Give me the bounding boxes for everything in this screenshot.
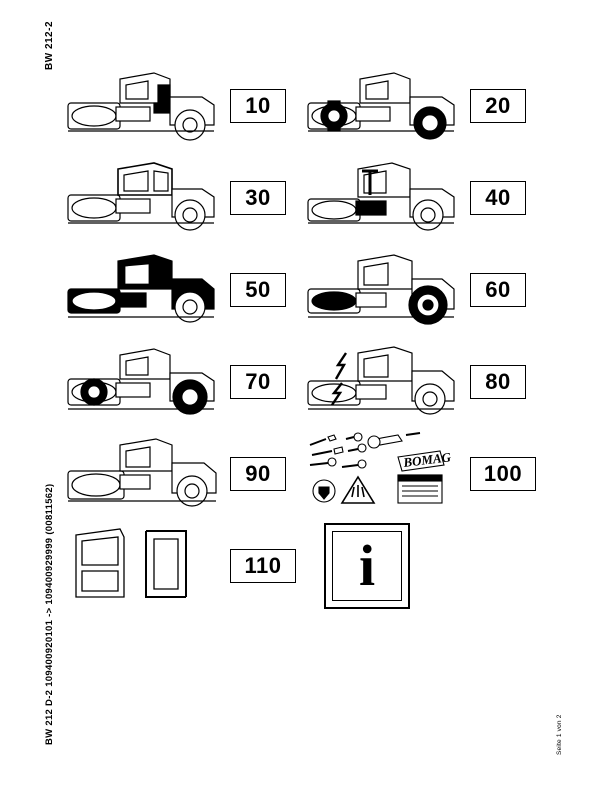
roller-machine-drum-drive-icon xyxy=(302,63,470,149)
roller-machine-engine-hood-black-icon xyxy=(62,247,230,333)
chapter-cell-110[interactable] xyxy=(62,520,302,612)
chapter-grid xyxy=(62,60,542,612)
chapter-cell-70[interactable] xyxy=(62,336,302,428)
tools-decals-bomag-labels-icon xyxy=(302,431,470,517)
chapter-row xyxy=(62,428,542,520)
roller-machine-cab-icon xyxy=(62,155,230,241)
chapter-number-50[interactable]: 50 xyxy=(230,273,286,307)
document-id-text: BW 212 D-2 109400920101 -> 109400929999 (00811562) xyxy=(44,483,55,745)
chapter-cell-90[interactable] xyxy=(62,428,302,520)
chapter-row xyxy=(62,520,542,612)
information-symbol-inner xyxy=(332,531,402,601)
chapter-cell-30[interactable] xyxy=(62,152,302,244)
chapter-number-90[interactable]: 90 xyxy=(230,457,286,491)
roller-machine-steering-column-icon xyxy=(302,155,470,241)
chapter-cell-10[interactable] xyxy=(62,60,302,152)
chapter-row xyxy=(62,336,542,428)
chapter-number-110[interactable]: 110 xyxy=(230,549,296,583)
chapter-cell-80[interactable] xyxy=(302,336,542,428)
roller-machine-drum-and-wheel-hub-icon xyxy=(62,339,230,425)
chapter-number-100[interactable]: 100 xyxy=(470,457,536,491)
information-symbol-box[interactable] xyxy=(324,523,410,609)
chapter-cell-50[interactable] xyxy=(62,244,302,336)
chapter-cell-100[interactable] xyxy=(302,428,542,520)
chapter-number-80[interactable]: 80 xyxy=(470,365,526,399)
chapter-cell-60[interactable] xyxy=(302,244,542,336)
info-cell[interactable] xyxy=(302,520,542,612)
cab-doors-and-frame-icon xyxy=(62,523,230,609)
page-label: Seite 1 von 2 xyxy=(556,714,563,755)
chapter-number-70[interactable]: 70 xyxy=(230,365,286,399)
roller-machine-electrical-bolt-icon xyxy=(302,339,470,425)
chapter-number-20[interactable]: 20 xyxy=(470,89,526,123)
roller-machine-with-operator-seat-icon xyxy=(62,63,230,149)
chapter-number-40[interactable]: 40 xyxy=(470,181,526,215)
roller-machine-wheel-highlight-icon xyxy=(302,247,470,333)
chapter-row xyxy=(62,152,542,244)
svg-text:BOMAG: BOMAG xyxy=(402,449,452,470)
chapter-number-60[interactable]: 60 xyxy=(470,273,526,307)
chapter-cell-20[interactable] xyxy=(302,60,542,152)
chapter-number-10[interactable]: 10 xyxy=(230,89,286,123)
chapter-cell-40[interactable] xyxy=(302,152,542,244)
roller-machine-plain-icon xyxy=(62,431,230,517)
chapter-row xyxy=(62,60,542,152)
chapter-row xyxy=(62,244,542,336)
chapter-number-30[interactable]: 30 xyxy=(230,181,286,215)
header-machine-code: BW 212-2 xyxy=(44,20,55,70)
information-icon: i xyxy=(358,533,376,598)
